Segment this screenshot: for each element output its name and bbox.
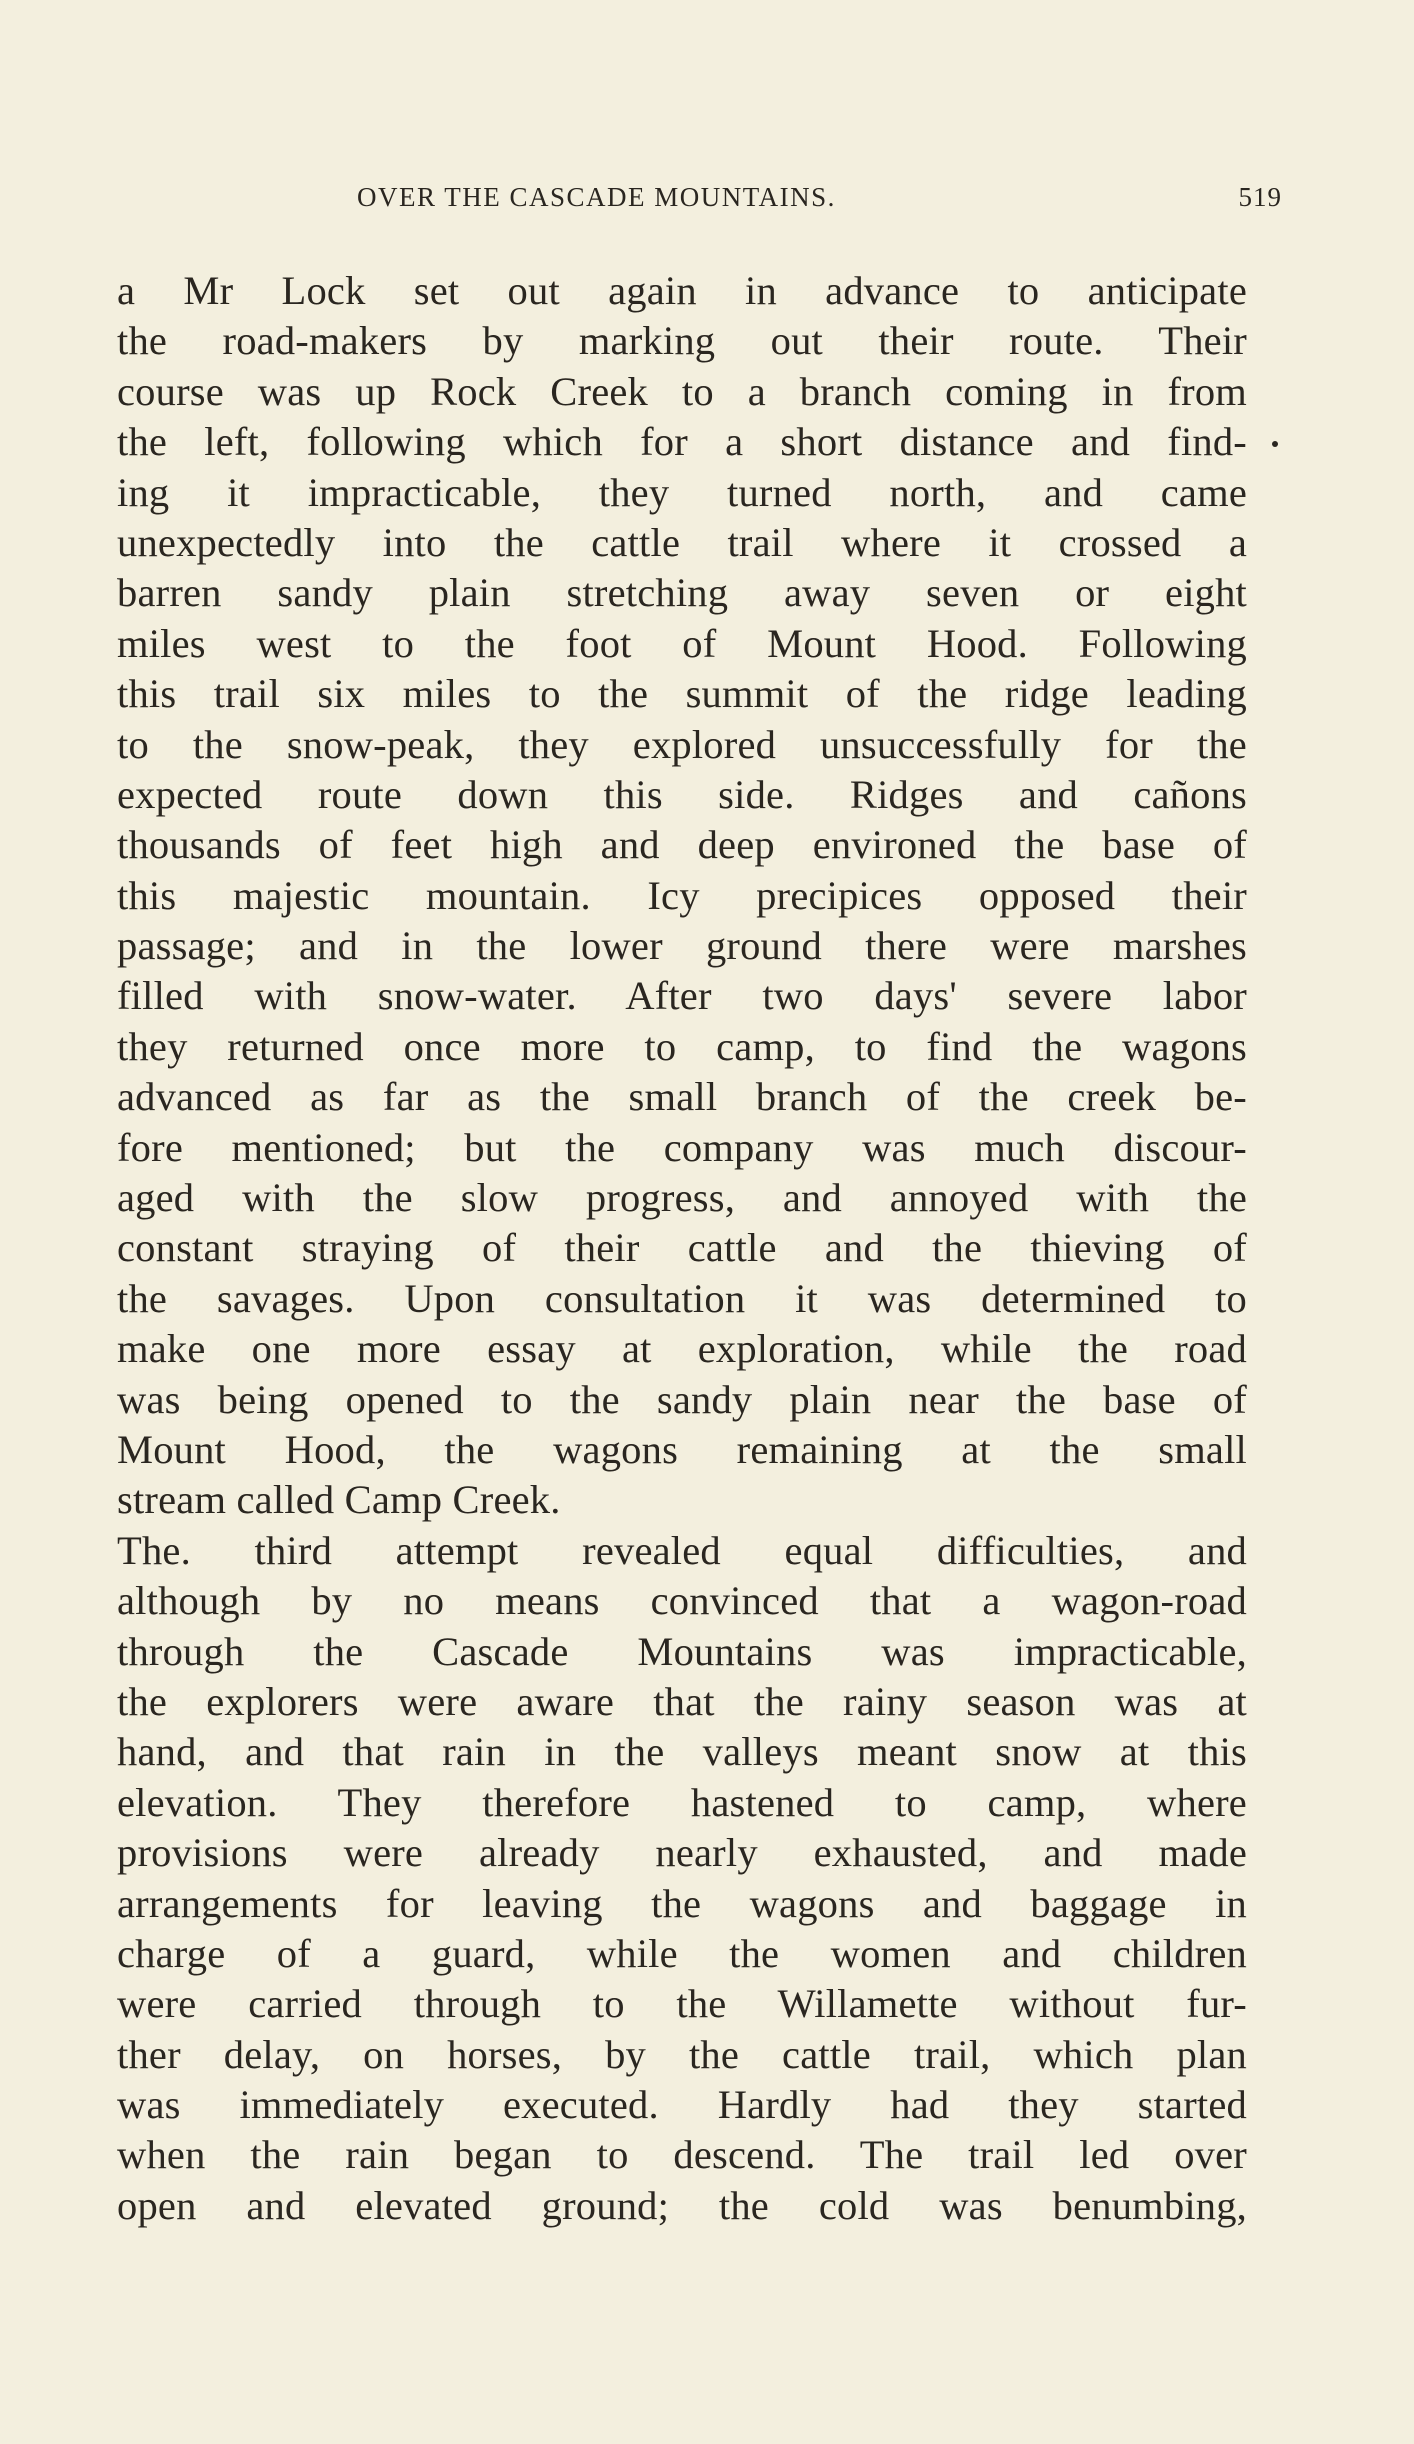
text-line: this trail six miles to the summit of the ridge leading [117, 671, 1247, 717]
text-line: thousands of feet high and deep environed the base of [117, 822, 1247, 868]
text-line: to the snow-peak, they explored unsuccessfully for the [117, 721, 1247, 767]
text-line: through the Cascade Mountains was impracticable, [117, 1628, 1247, 1674]
text-line: the explorers were aware that the rainy season was at [117, 1678, 1247, 1724]
text-line: expected route down this side. Ridges and cañons [117, 771, 1247, 817]
text-line: elevation. They therefore hastened to camp, where [117, 1779, 1247, 1825]
running-head [117, 182, 1282, 222]
text-line: when the rain began to descend. The trail led over [117, 2132, 1247, 2178]
text-line: unexpectedly into the cattle trail where it crossed a [117, 519, 1247, 565]
text-line: course was up Rock Creek to a branch coming in from [117, 368, 1247, 414]
body-text [117, 266, 1247, 2231]
text-line: they returned once more to camp, to find the wagons [117, 1023, 1247, 1069]
text-line: hand, and that rain in the valleys meant snow at this [117, 1729, 1247, 1775]
text-line: the left, following which for a short distance and find- [117, 419, 1247, 465]
text-line: filled with snow-water. After two days' severe labor [117, 973, 1247, 1019]
text-line: the savages. Upon consultation it was determined to [117, 1275, 1247, 1321]
text-line: passage; and in the lower ground there were marshes [117, 923, 1247, 969]
text-line: make one more essay at exploration, while the road [117, 1326, 1247, 1372]
paragraph-start-line: The. third attempt revealed equal difficulties, and [117, 1527, 1247, 1573]
page-number: 519 [1238, 182, 1282, 212]
text-line: the road-makers by marking out their route. Their [117, 318, 1247, 364]
text-line: constant straying of their cattle and the thieving of [117, 1225, 1247, 1271]
text-line: was immediately executed. Hardly had they started [117, 2082, 1247, 2128]
text-line: although by no means convinced that a wagon-road [117, 1578, 1247, 1624]
text-line: Mount Hood, the wagons remaining at the small [117, 1426, 1247, 1472]
text-line: ther delay, on horses, by the cattle trail, which plan [117, 2031, 1247, 2077]
text-line: advanced as far as the small branch of the creek be- [117, 1074, 1247, 1120]
running-title: OVER THE CASCADE MOUNTAINS. [357, 182, 836, 212]
text-line: provisions were already nearly exhausted, and made [117, 1830, 1247, 1876]
text-line: were carried through to the Willamette without fur- [117, 1981, 1247, 2027]
paragraph-end-line: stream called Camp Creek. [117, 1477, 561, 1523]
text-line: open and elevated ground; the cold was benumbing, [117, 2182, 1247, 2228]
text-line: this majestic mountain. Icy precipices opposed their [117, 872, 1247, 918]
text-line: miles west to the foot of Mount Hood. Following [117, 620, 1247, 666]
text-line: aged with the slow progress, and annoyed with the [117, 1175, 1247, 1221]
text-line: ing it impracticable, they turned north, and came [117, 469, 1247, 515]
text-line: a Mr Lock set out again in advance to anticipate [117, 268, 1247, 313]
text-line: fore mentioned; but the company was much discour- [117, 1124, 1247, 1170]
text-line: arrangements for leaving the wagons and baggage in [117, 1880, 1247, 1926]
text-line: was being opened to the sandy plain near the base of [117, 1376, 1247, 1422]
margin-mark-dot [1272, 441, 1278, 447]
text-line: barren sandy plain stretching away seven or eight [117, 570, 1247, 616]
text-line: charge of a guard, while the women and children [117, 1930, 1247, 1976]
